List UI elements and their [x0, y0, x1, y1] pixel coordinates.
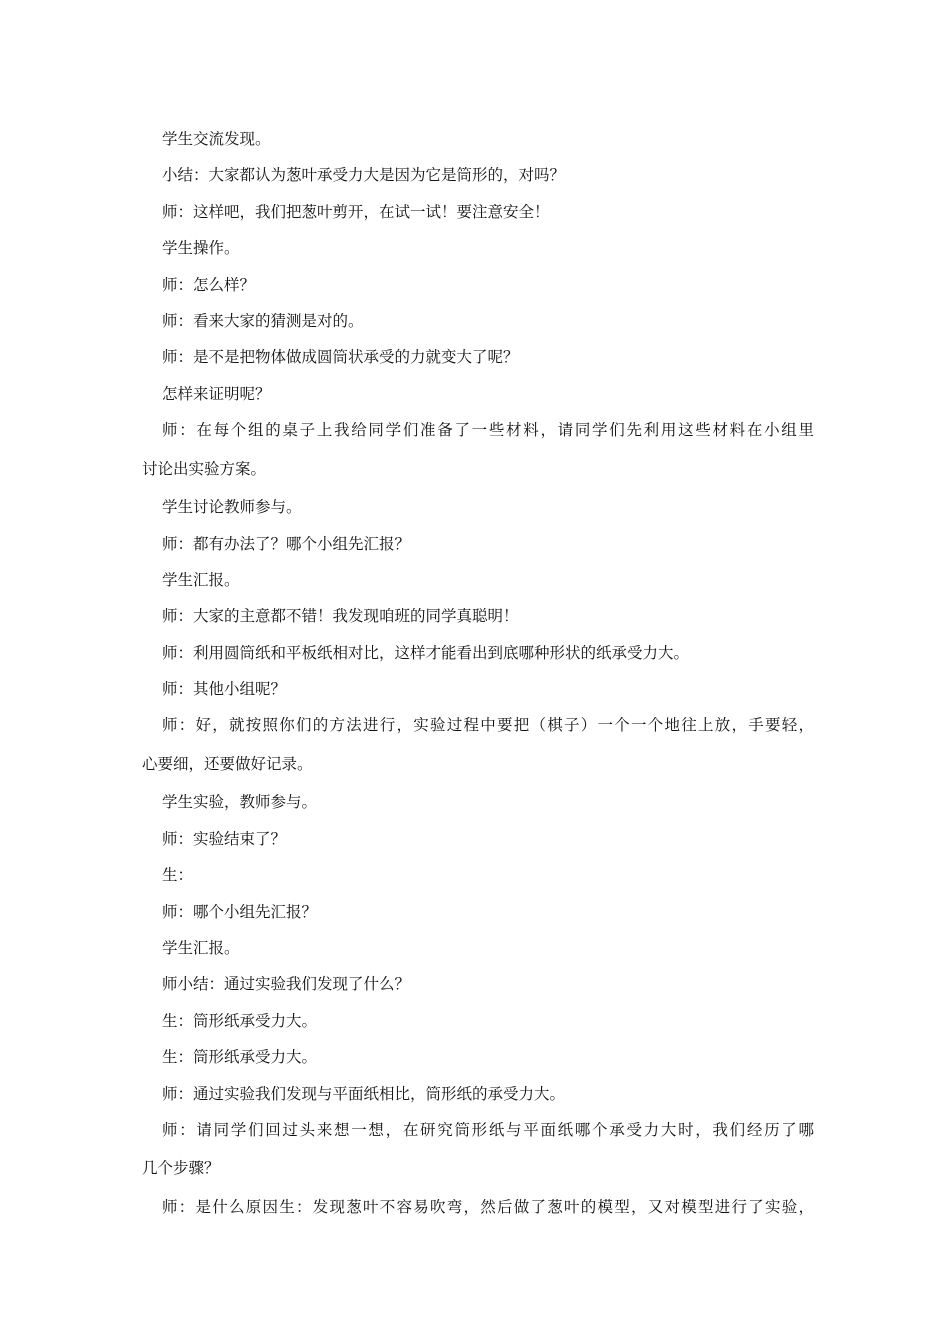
paragraph-line: 师：哪个小组先汇报？	[162, 902, 318, 921]
paragraph-line: 学生讨论教师参与。	[162, 498, 302, 517]
paragraph-line: 师小结：通过实验我们发现了什么？	[162, 975, 411, 994]
paragraph-line: 师：看来大家的猜测是对的。	[162, 311, 364, 330]
paragraph-line: 师：是什么原因生：发现葱叶不容易吹弯，然后做了葱叶的模型，又对模型进行了实验，	[162, 1197, 814, 1216]
paragraph-line: 学生操作。	[162, 239, 240, 258]
paragraph-line: 学生交流发现。	[162, 130, 271, 148]
paragraph-line: 师：利用圆筒纸和平板纸相对比，这样才能看出到底哪种形状的纸承受力大。	[162, 643, 690, 662]
paragraph-line: 师：好，就按照你们的方法进行，实验过程中要把（棋子）一个一个地往上放，手要轻，	[162, 716, 814, 735]
paragraph-line: 师：其他小组呢？	[162, 680, 287, 699]
paragraph-line: 师：是不是把物体做成圆筒状承受的力就变大了呢？	[162, 348, 519, 367]
paragraph-line: 学生汇报。	[162, 939, 240, 958]
paragraph-line: 小结：大家都认为葱叶承受力大是因为它是筒形的，对吗？	[162, 166, 566, 185]
paragraph-line: 师：在每个组的桌子上我给同学们准备了一些材料，请同学们先利用这些材料在小组里	[162, 421, 814, 440]
paragraph-line: 师：请同学们回过头来想一想，在研究筒形纸与平面纸哪个承受力大时，我们经历了哪	[162, 1120, 814, 1139]
paragraph-line: 师：这样吧，我们把葱叶剪开，在试一试！要注意安全！	[162, 202, 550, 221]
paragraph-line: 师：都有办法了？哪个小组先汇报？	[162, 534, 411, 553]
paragraph-line: 学生汇报。	[162, 570, 240, 589]
paragraph-line: 师：大家的主意都不错！我发现咱班的同学真聪明！	[162, 607, 519, 626]
paragraph-continuation-line: 心要细，还要做好记录。	[142, 754, 313, 773]
paragraph-line: 生：	[162, 866, 194, 885]
paragraph-line: 怎样来证明呢？	[162, 384, 271, 403]
paragraph-line: 生：筒形纸承受力大。	[162, 1011, 318, 1030]
paragraph-continuation-line: 几个步骤？	[142, 1159, 220, 1178]
paragraph-line: 生：筒形纸承受力大。	[162, 1048, 318, 1067]
paragraph-line: 师：通过实验我们发现与平面纸相比，筒形纸的承受力大。	[162, 1084, 566, 1103]
document-body	[142, 124, 814, 1228]
paragraph-line: 学生实验，教师参与。	[162, 793, 318, 812]
paragraph-line: 师：实验结束了？	[162, 829, 287, 848]
paragraph-line: 师：怎么样？	[162, 275, 256, 294]
paragraph-continuation-line: 讨论出实验方案。	[142, 459, 267, 478]
